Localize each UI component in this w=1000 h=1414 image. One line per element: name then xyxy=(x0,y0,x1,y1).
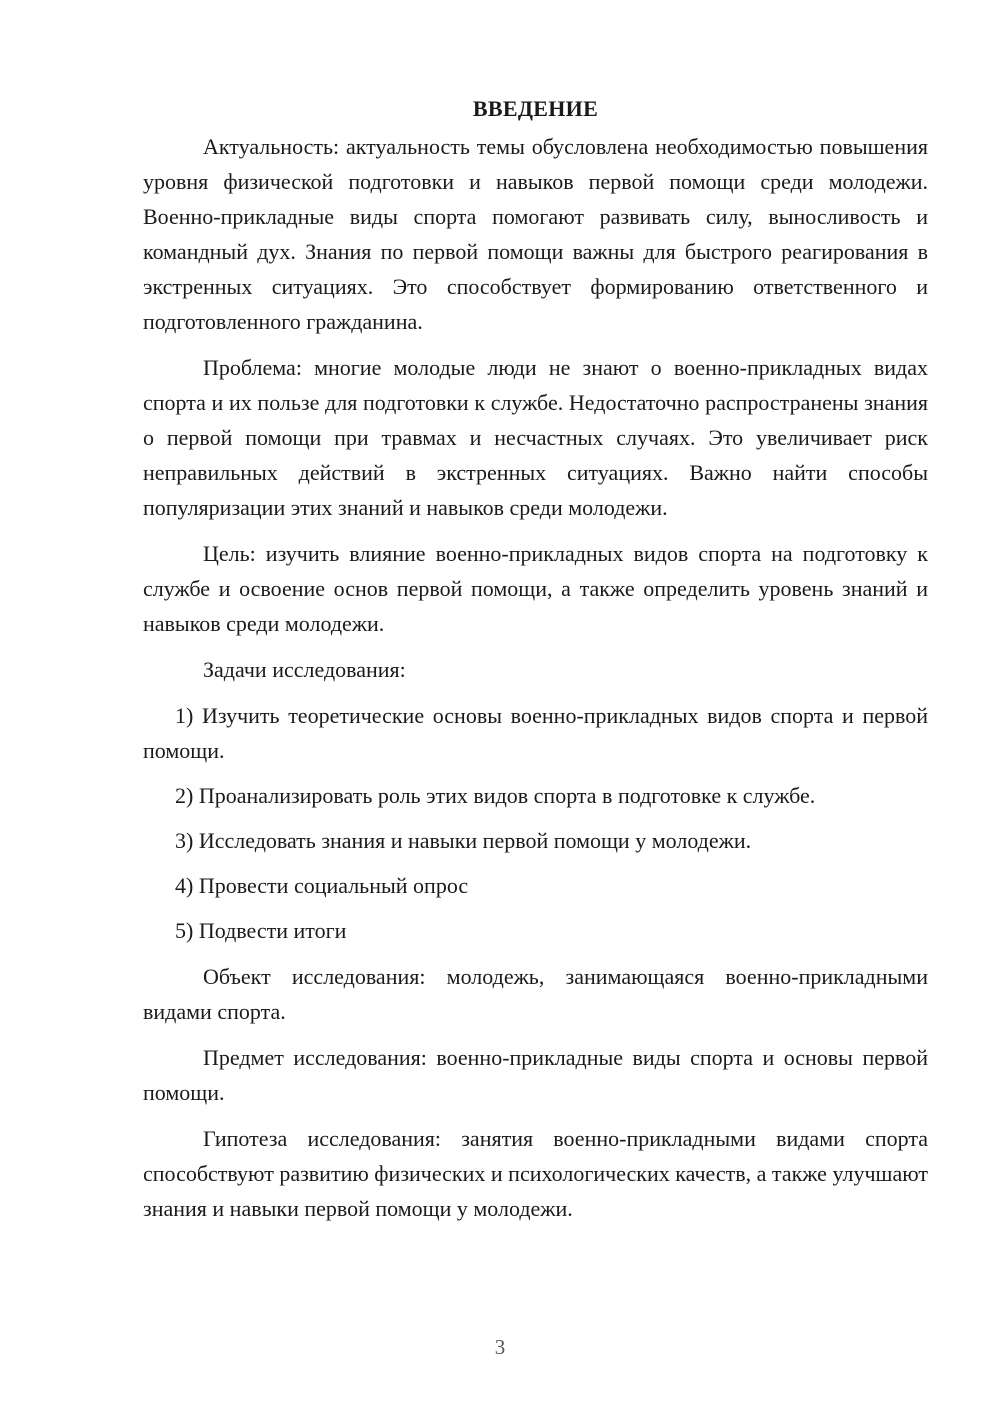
tasks-list xyxy=(143,698,928,948)
document-page xyxy=(143,93,928,1226)
paragraph-object: Объект исследования: молодежь, занимающаяся военно-прикладными видами спорта. xyxy=(143,964,928,1024)
task-item-1: 1) Изучить теоретические основы военно-прикладных видов спорта и первой помощи. xyxy=(143,703,928,763)
task-item-2: 2) Проанализировать роль этих видов спорта в подготовке к службе. xyxy=(175,783,816,808)
task-item-4: 4) Провести социальный опрос xyxy=(175,873,469,898)
document-title: ВВЕДЕНИЕ xyxy=(472,96,599,121)
paragraph-hypothesis: Гипотеза исследования: занятия военно-прикладными видами спорта способствуют развитию физических и психологических качеств, а также улучшают знания и навыки первой помощи у молодежи. xyxy=(143,1126,928,1221)
paragraph-goal: Цель: изучить влияние военно-прикладных видов спорта на подготовку к службе и освоение основ первой помощи, а также определить уровень знаний и навыков среди молодежи. xyxy=(143,541,928,636)
paragraph-subject: Предмет исследования: военно-прикладные виды спорта и основы первой помощи. xyxy=(143,1045,928,1105)
task-item-3: 3) Исследовать знания и навыки первой помощи у молодежи. xyxy=(175,828,752,853)
paragraph-relevance: Актуальность: актуальность темы обусловлена необходимостью повышения уровня физической подготовки и навыков первой помощи среди молодежи. Военно-прикладные виды спорта помогают развивать силу, выносливость и командный дух. Знания по первой помощи важны для быстрого реагирования в экстренных ситуациях. Это способствует формированию ответственного и подготовленного гражданина. xyxy=(143,134,928,334)
task-item-5: 5) Подвести итоги xyxy=(175,918,347,943)
paragraph-problem: Проблема: многие молодые люди не знают о военно-прикладных видах спорта и их пользе для подготовки к службе. Недостаточно распространены знания о первой помощи при травмах и несчастных случаях. Это увеличивает риск неправильных действий в экстренных ситуациях. Важно найти способы популяризации этих знаний и навыков среди молодежи. xyxy=(143,355,928,520)
tasks-heading: Задачи исследования: xyxy=(203,657,406,682)
page-number: 3 xyxy=(494,1335,506,1359)
